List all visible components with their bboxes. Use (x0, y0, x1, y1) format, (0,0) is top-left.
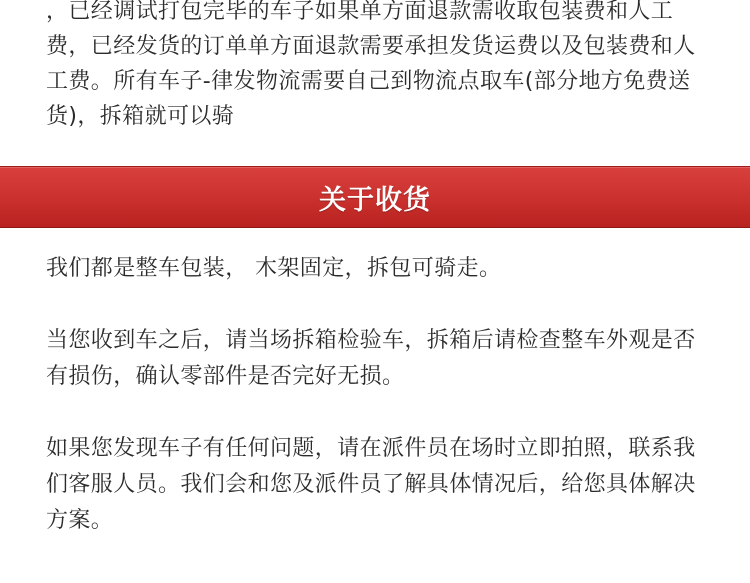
section-title: 关于收货 (319, 184, 431, 216)
receipt-paragraph-issues: 如果您发现车子有任何问题，请在派件员在场时立即拍照，联系我们客服人员。我们会和您及派件员了解具体情况后，给您具体解决方案。 (46, 436, 696, 533)
intro-paragraph: ，已经调试打包完毕的车子如果单方面退款需收取包装费和人工费，已经发货的订单单方面退款需要承担发货运费以及包装费和人工费。所有车子-律发物流需要自己到物流点取车(部分地方免费送货)，拆箱就可以骑 (46, 0, 696, 129)
section-banner (0, 166, 750, 228)
receipt-paragraph-packaging: 我们都是整车包装， 木架固定，拆包可骑走。 (46, 256, 502, 281)
receipt-paragraph-inspection: 当您收到车之后，请当场拆箱检验车，拆箱后请检查整车外观是否有损伤，确认零部件是否完好无损。 (46, 328, 696, 389)
